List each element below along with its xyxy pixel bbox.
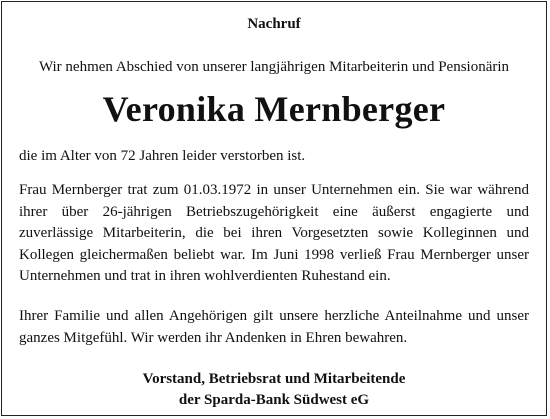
obituary-frame	[1, 1, 547, 416]
paragraph-condolence: Ihrer Familie und allen Angehörigen gilt unsere herzliche Anteilnahme und unser ganzes Mitgefühl. Wir werden ihr Andenken in Ehren bewahren.	[19, 308, 529, 346]
signature-line-2: der Sparda-Bank Südwest eG	[178, 392, 370, 408]
deceased-name: Veronika Mernberger	[102, 89, 446, 129]
age-line: die im Alter von 72 Jahren leider verstorben ist.	[19, 148, 306, 164]
heading: Nachruf	[247, 16, 301, 32]
signature-line-1: Vorstand, Betriebsrat und Mitarbeitende	[142, 371, 406, 387]
signature	[19, 369, 529, 411]
obituary-content	[19, 2, 529, 415]
intro-line: Wir nehmen Abschied von unserer langjährigen Mitarbeiterin und Pensionärin	[38, 59, 510, 75]
paragraph-career: Frau Mernberger trat zum 01.03.1972 in unser Unternehmen ein. Sie war während ihrer über 26-jährigen Betriebszugehörigkeit eine äußerst engagierte und zuverlässige Mitarbeiterin, die bei ihren Vorgesetzten sowie Kolleginnen und Kollegen gleichermaßen beliebt war. Im Juni 1998 verließ Frau Mernberger unser Unternehmen und trat in ihren wohlverdienten Ruhestand ein.	[19, 182, 529, 284]
